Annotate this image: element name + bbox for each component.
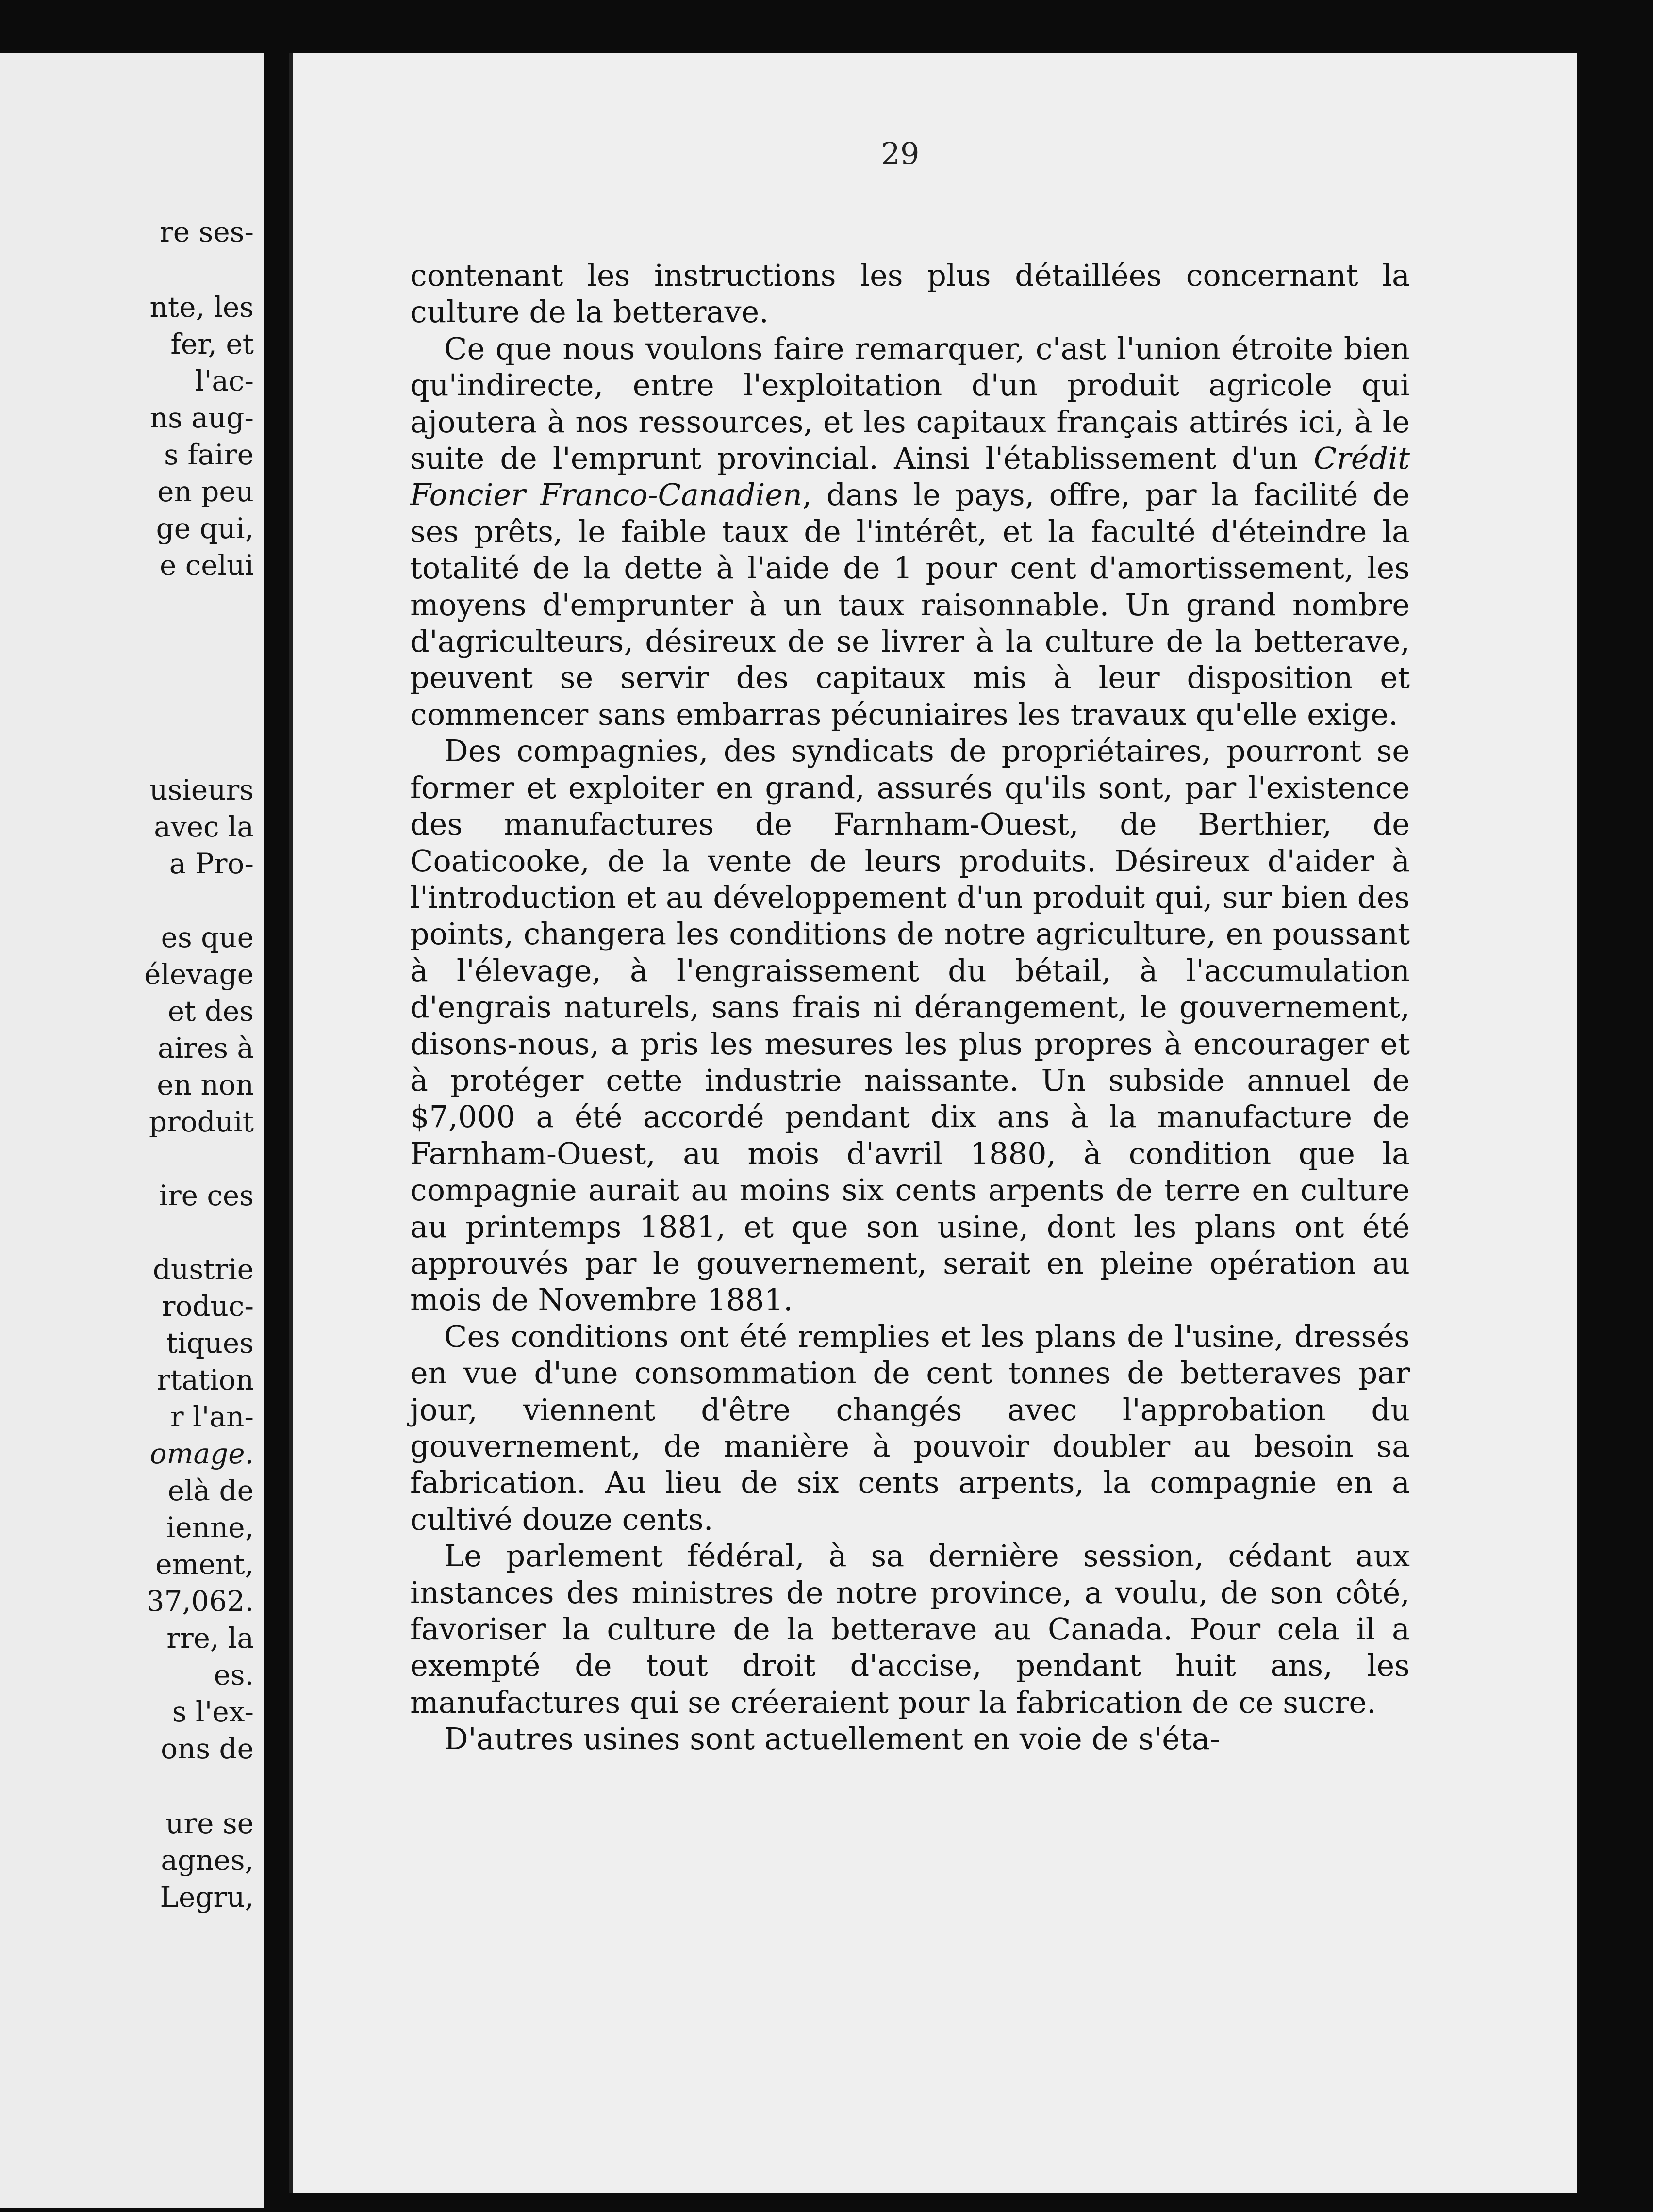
left-page-fragment: tiques — [166, 1327, 254, 1360]
left-page-fragment: ns aug- — [149, 401, 254, 434]
left-page-fragment: ge qui, — [156, 512, 254, 545]
page-29 — [289, 53, 1577, 2193]
paragraph — [410, 330, 1410, 733]
left-page-fragment: agnes, — [161, 1844, 254, 1877]
paragraph: Des compagnies, des syndicats de propriétaires, pourront se former et exploiter en grand, assurés qu'ils sont, par l'existence des manufactures de Farnham-Ouest, de Berthier, de Coaticooke, de la vente de leurs produits. Désireux d'aider à l'introduction et au développement d'un produit qui, sur bien des points, changera les conditions de notre agriculture, en poussant à l'élevage, à l'engraissement du bétail, à l'accumulation d'engrais naturels, sans frais ni dérangement, le gouvernement, disons-nous, a pris les mesures les plus propres à encourager et à protéger cette industrie naissante. Un subside annuel de $7,000 a été accordé pendant dix ans à la manufacture de Farnham-Ouest, au mois d'avril 1880, à condition que la compagnie aurait au moins six cents arpents de terre en culture au printemps 1881, et que son usine, dont les plans ont été approuvés par le gouvernement, serait en pleine opération au mois de Novembre 1881. — [410, 733, 1410, 1318]
left-page-fragment: avec la — [154, 810, 254, 843]
paragraph-text: , dans le pays, offre, par la facilité de ses prêts, le faible taux de l'intérêt, et la faculté d'éteindre la totalité de la dette à l'aide de 1 pour cent d'amortissement, les moyens d'emprunter à un taux raisonnable. Un grand nombre d'agriculteurs, désireux de se livrer à la culture de la betterave, peuvent se servir des capitaux mis à leur disposition et commencer sans embarras pécuniaires les travaux qu'elle exige. — [410, 477, 1410, 732]
left-page-fragment: élevage — [144, 958, 254, 991]
left-page-fragment: et des — [167, 995, 254, 1028]
left-page-fragment: l'ac- — [195, 364, 254, 397]
paragraph: Le parlement fédéral, à sa dernière session, cédant aux instances des ministres de notre province, a voulu, de son côté, favoriser la culture de la betterave au Canada. Pour cela il a exempté de tout droit d'accise, pendant huit ans, les manufactures qui se créeraient pour la fabrication de ce sucre. — [410, 1538, 1410, 1720]
left-page-fragment: rtation — [157, 1363, 254, 1396]
left-page-fragment: 37,062. — [146, 1585, 254, 1618]
left-page-fragment: ure se — [165, 1807, 254, 1840]
left-page-fragment: re ses- — [160, 215, 254, 248]
book-gutter — [264, 53, 289, 2208]
left-page-fragment: r l'an- — [170, 1400, 254, 1433]
left-page-fragment: ienne, — [166, 1511, 254, 1544]
left-page-fragment: en peu — [157, 475, 254, 508]
left-page-fragment: ement, — [155, 1548, 254, 1581]
left-page-fragment: ire ces — [159, 1179, 254, 1212]
left-page-fragment: rre, la — [166, 1622, 254, 1655]
left-page-fragment: e celui — [159, 549, 254, 582]
paragraph-text: Ce que nous voulons faire remarquer, c'ast l'union étroite bien qu'indirecte, entre l'exploitation d'un produit agricole qui ajoutera à nos ressources, et les capitaux français attirés ici, à le suite de l'emprunt provincial. Ainsi l'établissement d'un — [410, 330, 1410, 476]
left-page-fragment: usieurs — [149, 773, 254, 806]
left-page-fragment: dustrie — [152, 1253, 254, 1286]
left-page-fragment: omage. — [149, 1437, 254, 1470]
page-number: 29 — [881, 136, 920, 171]
left-page-edge — [0, 53, 264, 2208]
left-page-fragment: elà de — [167, 1474, 254, 1507]
left-page-fragment: aires à — [158, 1032, 254, 1065]
emphasized-name: Crédit Foncier Franco-Canadien — [410, 441, 1410, 513]
paragraph: D'autres usines sont actuellement en voie de s'éta- — [444, 1721, 1220, 1757]
left-page-fragment: fer, et — [170, 328, 254, 360]
left-page-fragment: a Pro- — [169, 847, 254, 880]
paragraph: Ces conditions ont été remplies et les plans de l'usine, dressés en vue d'une consommation de cent tonnes de betteraves par jour, viennent d'être changés avec l'approbation du gouvernement, de manière à pouvoir doubler au besoin sa fabrication. Au lieu de six cents arpents, la compagnie en a cultivé douze cents. — [410, 1318, 1410, 1537]
left-page-fragment: produit — [149, 1105, 254, 1138]
left-page-fragment: ons de — [161, 1732, 254, 1765]
left-page-fragment: Legru, — [160, 1881, 254, 1914]
page-edge-rule — [289, 53, 293, 2193]
body-text — [410, 257, 1410, 1757]
left-page-fragment: roduc- — [162, 1290, 254, 1323]
left-page-fragment: en non — [157, 1068, 254, 1101]
left-page-fragment: s l'ex- — [172, 1695, 254, 1728]
left-page-fragment: nte, les — [149, 291, 254, 324]
left-page-fragment: es que — [161, 921, 254, 954]
left-page-fragment: es. — [214, 1658, 254, 1691]
left-page-fragment: s faire — [164, 438, 254, 471]
paragraph: contenant les instructions les plus détaillées concernant la culture de la betterave. — [410, 258, 1410, 330]
